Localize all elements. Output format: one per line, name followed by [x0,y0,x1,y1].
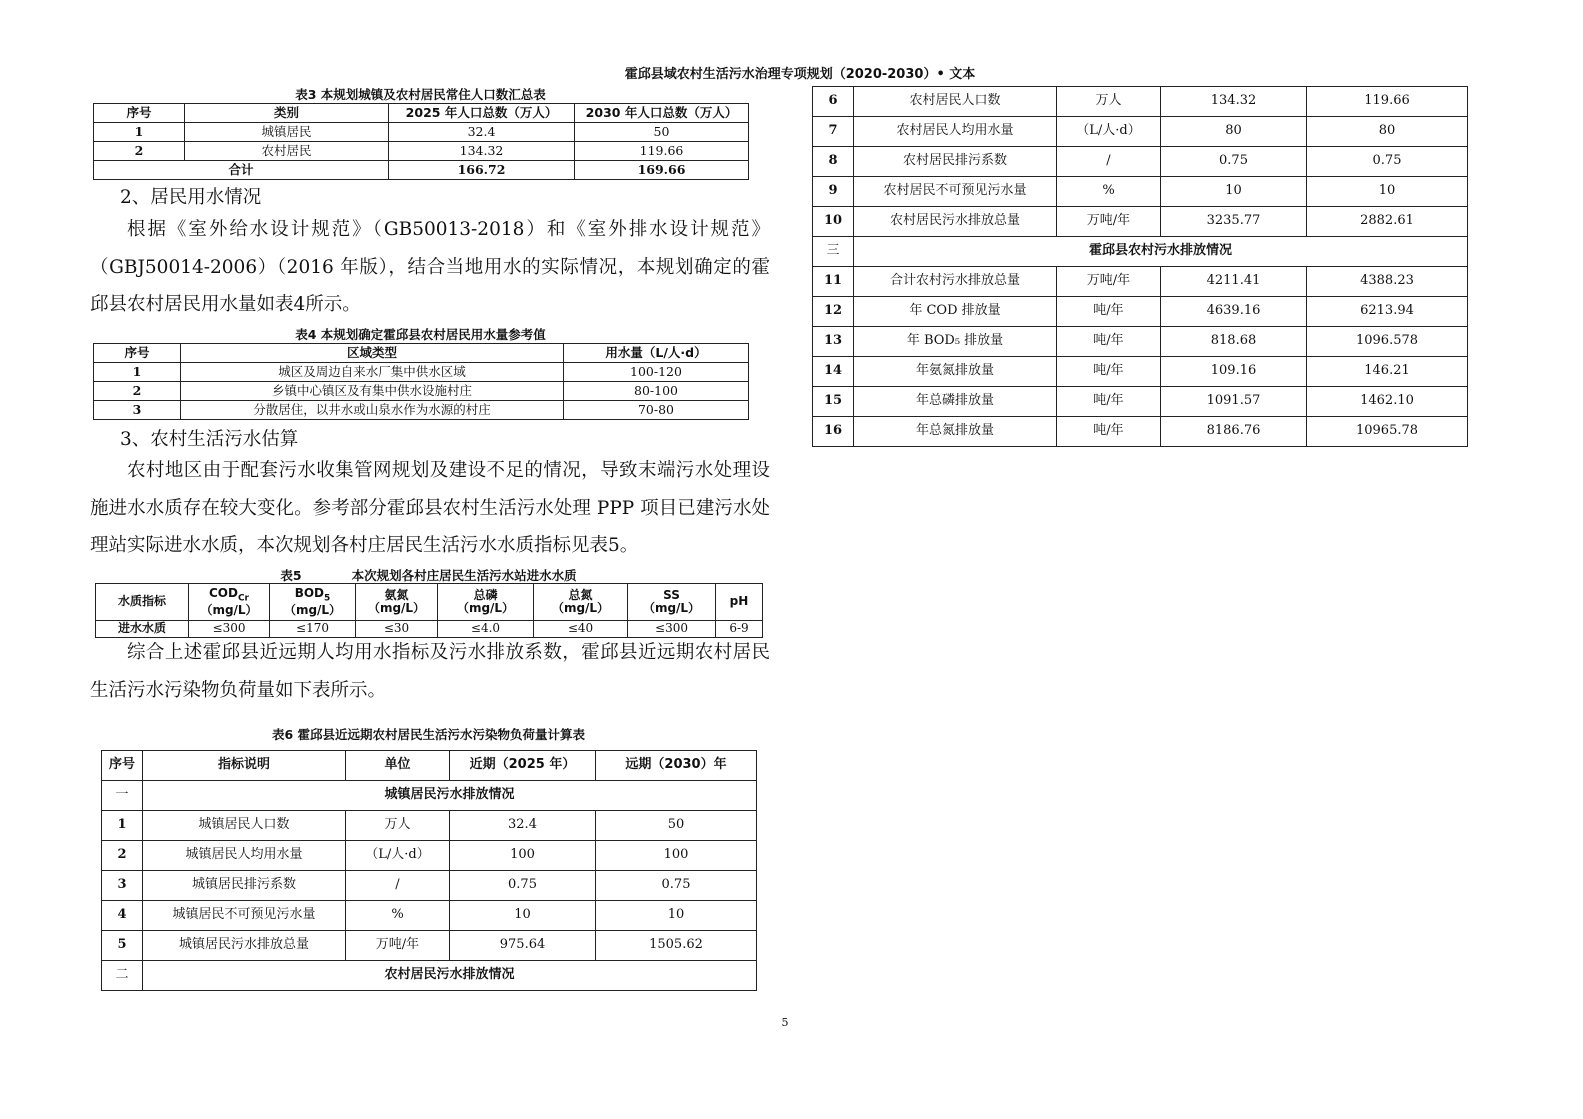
table6-no: 2 [102,841,143,871]
table6-item: 年总氮排放量 [854,417,1057,447]
table5-header-ss [628,584,716,621]
table6-far: 4388.23 [1307,267,1468,297]
table5-value: ≤40 [534,621,628,638]
table-row [813,327,1468,357]
table6-item: 城镇居民人口数 [143,811,346,841]
table5-tn-name: 总氮 [568,587,593,602]
table6-section-no: 一 [102,781,143,811]
table5-ss-name: SS [663,587,680,602]
table6-unit: / [1057,147,1161,177]
table6-near: 32.4 [450,811,596,841]
table6-far: 0.75 [1307,147,1468,177]
table6-unit: 吨/年 [1057,297,1161,327]
table6-no: 16 [813,417,854,447]
table6-far: 10 [1307,177,1468,207]
table6-no: 11 [813,267,854,297]
table6-item: 城镇居民污水排放总量 [143,931,346,961]
table3-cell: 城镇居民 [185,123,389,142]
table-row [94,401,749,420]
table6-far: 10 [596,901,757,931]
table4-cell: 1 [94,363,181,382]
table-row [102,961,757,991]
table6-unit: % [1057,177,1161,207]
table3-cell: 50 [575,123,749,142]
table4-cell: 3 [94,401,181,420]
table5-tp-name: 总磷 [473,587,498,602]
table6-near: 0.75 [450,871,596,901]
table-row [813,357,1468,387]
table3-total-label: 合计 [94,161,389,180]
table6-header: 远期（2030）年 [596,751,757,781]
table5-caption: 表5 本次规划各村庄居民生活污水站进水水质 [280,568,577,583]
table3-header: 2030 年人口总数（万人） [575,104,749,123]
table-row [102,931,757,961]
table6-item: 城镇居民排污系数 [143,871,346,901]
table6-section-no: 三 [813,237,854,267]
table6-no: 5 [102,931,143,961]
table-row [813,237,1468,267]
table3-cell: 32.4 [389,123,575,142]
table6-item: 城镇居民不可预见污水量 [143,901,346,931]
table6-far: 1462.10 [1307,387,1468,417]
table6-far: 80 [1307,117,1468,147]
table6-far: 1505.62 [596,931,757,961]
table5-nh3-unit: （mg/L） [367,601,426,615]
section2-paragraph: 根据《室外给水设计规范》（GB50013-2018）和《室外排水设计规范》（GBJ50014-2006）（2016 年版），结合当地用水的实际情况，本规划确定的霍邱县农村居民用水量如表4所示。 [90,219,770,315]
table6-unit: % [346,901,450,931]
table6-item: 年氨氮排放量 [854,357,1057,387]
table6-section-no: 二 [102,961,143,991]
table-row [813,117,1468,147]
table3-cell: 1 [94,123,185,142]
table5-nh3-name: 氨氮 [384,587,409,602]
table5-header-ph: pH [716,584,763,621]
table4-header-row [94,344,749,363]
table5-row-label: 进水水质 [96,621,189,638]
table6-header: 单位 [346,751,450,781]
table6-section-title: 霍邱县农村污水排放情况 [854,237,1468,267]
table6-unit: （L/人·d） [1057,117,1161,147]
table5-value: ≤30 [356,621,438,638]
table5-tp-unit: （mg/L） [456,601,515,615]
table6-unit: 吨/年 [1057,387,1161,417]
table5-cod-unit: （mg/L） [200,603,258,618]
table6-header-row [102,751,757,781]
table6-item: 农村居民人口数 [854,87,1057,117]
table3-cell: 119.66 [575,142,749,161]
table6-item: 城镇居民人均用水量 [143,841,346,871]
table6-no: 1 [102,811,143,841]
table6-section-title: 农村居民污水排放情况 [143,961,757,991]
table5-value: ≤300 [189,621,270,638]
table4-cell: 80-100 [564,382,749,401]
table3-total-2025: 166.72 [389,161,575,180]
table6-no: 3 [102,871,143,901]
table6-no: 15 [813,387,854,417]
table4-cell: 70-80 [564,401,749,420]
table6-unit: 万人 [1057,87,1161,117]
table6-near: 1091.57 [1161,387,1307,417]
table5 [95,583,763,638]
table-row [813,297,1468,327]
table6-item: 合计农村污水排放总量 [854,267,1057,297]
table-row [94,123,749,142]
table4-cell: 100-120 [564,363,749,382]
table6-no: 10 [813,207,854,237]
table6-near: 100 [450,841,596,871]
table5-header-cod [189,584,270,621]
table5-bod-name: BOD [294,585,325,600]
table6-header: 近期（2025 年） [450,751,596,781]
table5-value: ≤4.0 [438,621,534,638]
table5-value: 6-9 [716,621,763,638]
table6-far: 10965.78 [1307,417,1468,447]
table5-value: ≤170 [270,621,356,638]
table-row [813,177,1468,207]
table6-far: 100 [596,841,757,871]
table-row [94,142,749,161]
table3-cell: 134.32 [389,142,575,161]
table-row [813,417,1468,447]
table6-unit: 万人 [346,811,450,841]
table3 [93,103,749,180]
table4-caption: 表4 本规划确定霍邱县农村居民用水量参考值 [295,327,546,342]
table5-ss-unit: （mg/L） [642,601,701,615]
table-row [102,841,757,871]
table6-no: 14 [813,357,854,387]
table5-header-nh3 [356,584,438,621]
table6-near: 818.68 [1161,327,1307,357]
table5-header-tn [534,584,628,621]
table4-header: 用水量（L/人·d） [564,344,749,363]
table5-header-tp [438,584,534,621]
table6-near: 4211.41 [1161,267,1307,297]
table6-right [812,86,1468,447]
table6-near: 10 [1161,177,1307,207]
table-row [813,207,1468,237]
table6-far: 119.66 [1307,87,1468,117]
table6-unit: 万吨/年 [1057,267,1161,297]
table6-near: 8186.76 [1161,417,1307,447]
table5-tn-unit: （mg/L） [551,601,610,615]
table4-cell: 城区及周边自来水厂集中供水区域 [181,363,564,382]
table6-item: 年总磷排放量 [854,387,1057,417]
table6-item: 农村居民人均用水量 [854,117,1057,147]
page-number: 5 [781,1016,789,1029]
table5-bod-sub: 5 [324,593,331,604]
table4-header: 区域类型 [181,344,564,363]
table5-cod-name: COD [208,585,238,600]
table5-header-bod [270,584,356,621]
table6-item: 农村居民不可预见污水量 [854,177,1057,207]
table6-item: 农村居民排污系数 [854,147,1057,177]
table6-far: 0.75 [596,871,757,901]
table6-no: 6 [813,87,854,117]
table6-item: 年 COD 排放量 [854,297,1057,327]
table6-far: 2882.61 [1307,207,1468,237]
table6-near: 0.75 [1161,147,1307,177]
table6-unit: 万吨/年 [346,931,450,961]
table6-far: 1096.578 [1307,327,1468,357]
table6-caption: 表6 霍邱县近远期农村居民生活污水污染物负荷量计算表 [271,727,586,742]
table-row [813,267,1468,297]
table5-cod-sub: Cr [237,593,249,604]
table-row [102,781,757,811]
table4-cell: 分散居住，以井水或山泉水作为水源的村庄 [181,401,564,420]
table6-no: 12 [813,297,854,327]
table6-near: 4639.16 [1161,297,1307,327]
section3-paragraph: 农村地区由于配套污水收集管网规划及建设不足的情况，导致末端污水处理设施进水水质存在较大变化。参考部分霍邱县农村生活污水处理 PPP 项目已建污水处理站实际进水水质，本次规划各村庄居民生活污水水质指标见表5。 [90,460,770,556]
table3-caption: 表3 本规划城镇及农村居民常住人口数汇总表 [295,87,546,102]
table5-bod-unit: （mg/L） [283,603,342,618]
table-row [813,87,1468,117]
table4-cell: 2 [94,382,181,401]
table-row [102,871,757,901]
table6-far: 146.21 [1307,357,1468,387]
section3-heading: 3、农村生活污水估算 [120,429,299,450]
table6-unit: （L/人·d） [346,841,450,871]
table-row [102,811,757,841]
table6-left [101,750,757,991]
table3-cell: 农村居民 [185,142,389,161]
table5-header-row [96,584,763,621]
table6-near: 975.64 [450,931,596,961]
table-row [813,387,1468,417]
table6-near: 10 [450,901,596,931]
table5-row-header: 水质指标 [96,584,189,621]
summary-paragraph: 综合上述霍邱县近远期人均用水指标及污水排放系数，霍邱县近远期农村居民生活污水污染物负荷量如下表所示。 [90,642,770,701]
table3-cell: 2 [94,142,185,161]
table4-header: 序号 [94,344,181,363]
table6-near: 3235.77 [1161,207,1307,237]
table6-header: 序号 [102,751,143,781]
table6-no: 13 [813,327,854,357]
table6-far: 6213.94 [1307,297,1468,327]
table6-no: 9 [813,177,854,207]
table6-item: 农村居民污水排放总量 [854,207,1057,237]
table6-unit: 吨/年 [1057,327,1161,357]
table-row [813,147,1468,177]
table-row [102,901,757,931]
table6-far: 50 [596,811,757,841]
table6-unit: 吨/年 [1057,357,1161,387]
table6-no: 7 [813,117,854,147]
table3-header-row [94,104,749,123]
table4 [93,343,749,420]
table6-item: 年 BOD₅ 排放量 [854,327,1057,357]
table6-unit: / [346,871,450,901]
table3-header: 类别 [185,104,389,123]
table3-total-2030: 169.66 [575,161,749,180]
table6-near: 80 [1161,117,1307,147]
table-row [94,363,749,382]
table6-no: 8 [813,147,854,177]
table3-header: 2025 年人口总数（万人） [389,104,575,123]
table3-header: 序号 [94,104,185,123]
section2-heading: 2、居民用水情况 [120,187,262,208]
table5-value: ≤300 [628,621,716,638]
table6-no: 4 [102,901,143,931]
table6-near: 134.32 [1161,87,1307,117]
table6-unit: 吨/年 [1057,417,1161,447]
table6-header: 指标说明 [143,751,346,781]
table6-unit: 万吨/年 [1057,207,1161,237]
table3-total-row [94,161,749,180]
table6-section-title: 城镇居民污水排放情况 [143,781,757,811]
table-row [94,382,749,401]
table6-near: 109.16 [1161,357,1307,387]
document-header: 霍邱县域农村生活污水治理专项规划（2020-2030）• 文本 [624,67,976,82]
table4-cell: 乡镇中心镇区及有集中供水设施村庄 [181,382,564,401]
